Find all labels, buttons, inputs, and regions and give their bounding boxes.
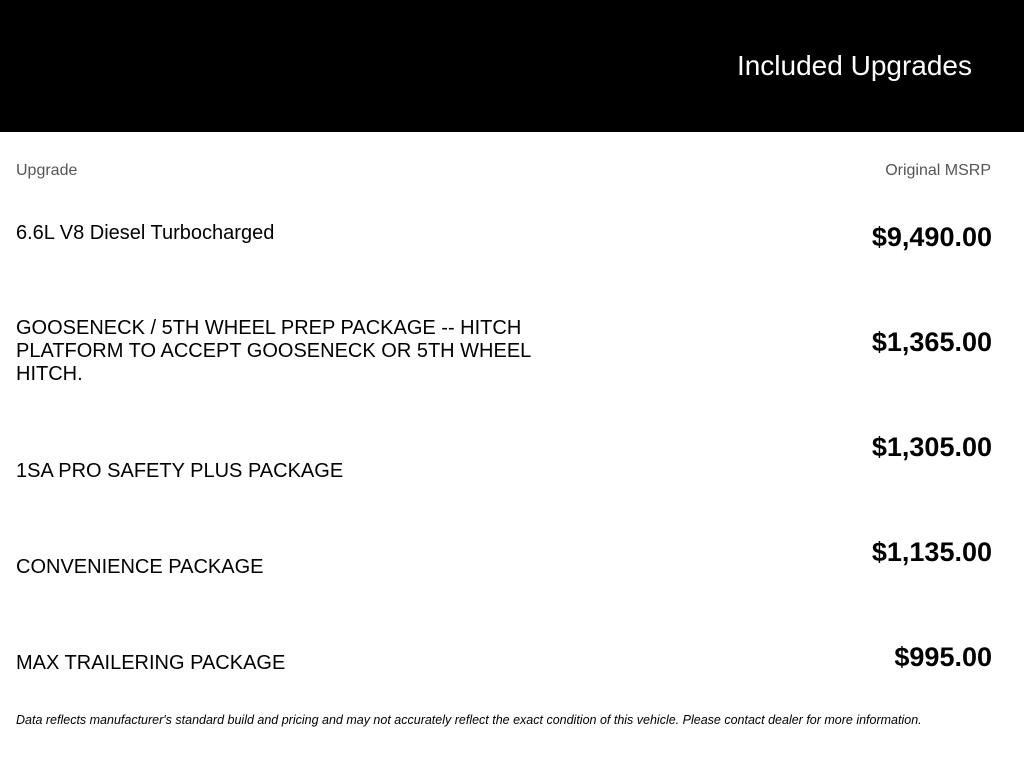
column-header-original-msrp: Original MSRP	[885, 162, 991, 179]
column-header-upgrade: Upgrade	[16, 162, 78, 179]
upgrade-name: 1SA PRO SAFETY PLUS PACKAGE	[16, 460, 344, 482]
upgrade-price: $1,135.00	[871, 537, 992, 567]
upgrade-name: GOOSENECK / 5TH WHEEL PREP PACKAGE -- HITCH PLATFORM TO ACCEPT GOOSENECK OR 5TH WHEEL HITCH.	[16, 317, 531, 385]
upgrade-price: $1,305.00	[871, 432, 992, 462]
upgrade-name: MAX TRAILERING PACKAGE	[16, 652, 286, 674]
disclaimer-text: Data reflects manufacturer's standard build and pricing and may not accurately reflect the exact condition of this vehicle. Please contact dealer for more information.	[16, 713, 922, 727]
page-title: Included Upgrades	[736, 50, 972, 81]
header-bar	[0, 0, 1024, 132]
upgrade-name: CONVENIENCE PACKAGE	[16, 556, 264, 578]
upgrade-price: $995.00	[894, 642, 992, 672]
upgrade-price: $1,365.00	[871, 327, 992, 357]
upgrade-price: $9,490.00	[871, 222, 992, 252]
upgrade-name: 6.6L V8 Diesel Turbocharged	[16, 222, 275, 244]
